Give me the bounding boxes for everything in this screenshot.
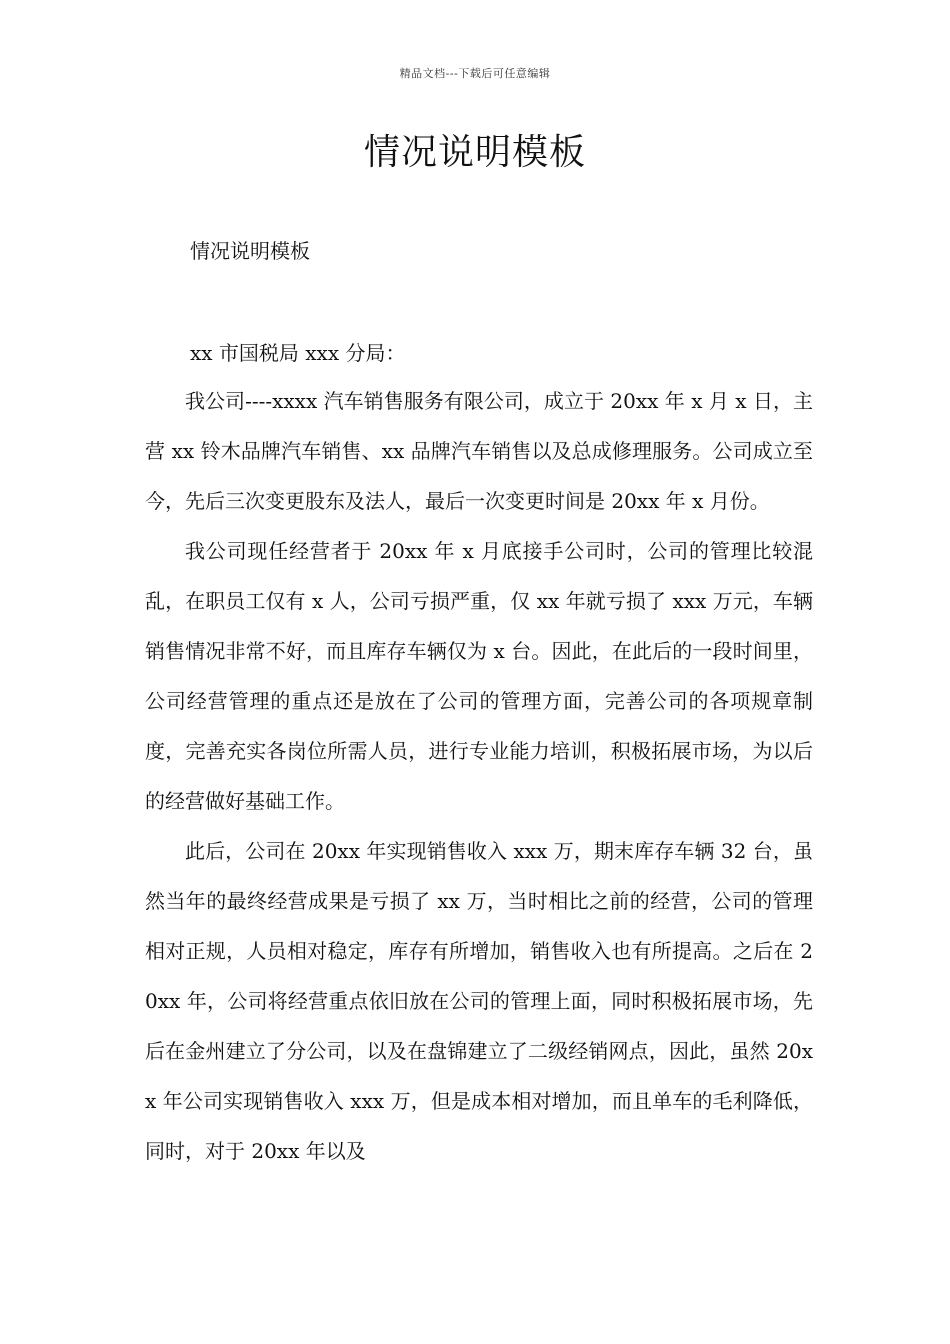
body-paragraphs <box>145 376 813 1176</box>
header-note: 精品文档---下载后可任意编辑 <box>399 67 551 80</box>
paragraph-company-intro: 我公司----xxxx 汽车销售服务有限公司，成立于 20xx 年 x 月 x 日，主营 xx 铃木品牌汽车销售、xx 品牌汽车销售以及总成修理服务。公司成立至今，先后三次变更股东及法人，最后一次变更时间是 20xx 年 x 月份。 <box>145 389 813 513</box>
salutation-line: xx 市国税局 xxx 分局： <box>190 341 406 365</box>
document-subtitle: 情况说明模板 <box>190 239 310 263</box>
document-title: 情况说明模板 <box>363 132 586 173</box>
paragraph-operations: 此后，公司在 20xx 年实现销售收入 xxx 万，期末库存车辆 32 台，虽然当年的最终经营成果是亏损了 xx 万，当时相比之前的经营，公司的管理相对正规，人员相对稳定，库存有所增加，销售收入也有所提高。之后在 20xx 年，公司将经营重点依旧放在公司的管理上面，同时积极拓展市场，先后在金州建立了分公司，以及在盘锦建立了二级经销网点，因此，虽然 20xx 年公司实现销售收入 xxx 万，但是成本相对增加，而且单车的毛利降低，同时，对于 20xx 年以及 <box>145 839 813 1163</box>
paragraph-management: 我公司现任经营者于 20xx 年 x 月底接手公司时，公司的管理比较混乱，在职员工仅有 x 人，公司亏损严重，仅 xx 年就亏损了 xxx 万元，车辆销售情况非常不好，而且库存车辆仅为 x 台。因此，在此后的一段时间里，公司经营管理的重点还是放在了公司的管理方面，完善公司的各项规章制度，完善充实各岗位所需人员，进行专业能力培训，积极拓展市场，为以后的经营做好基础工作。 <box>145 539 813 813</box>
